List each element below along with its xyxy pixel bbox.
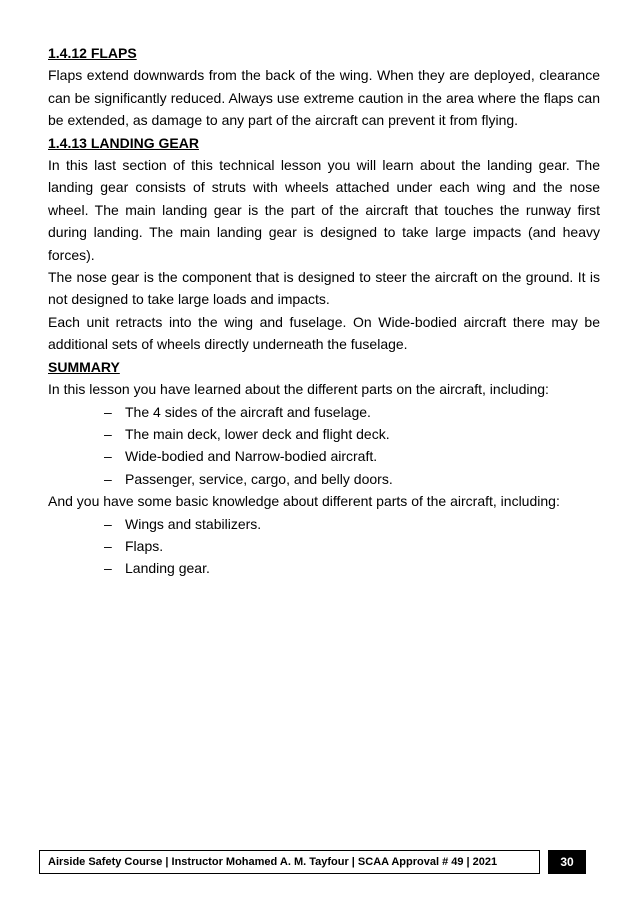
section-heading-summary: SUMMARY xyxy=(48,358,120,375)
dash-bullet: – xyxy=(104,560,112,577)
footer-text: Airside Safety Course | Instructor Mohamed A. M. Tayfour | SCAA Approval # 49 | 2021 xyxy=(39,850,540,874)
list-item-text: The 4 sides of the aircraft and fuselage. xyxy=(125,403,371,420)
list-item xyxy=(48,445,600,467)
list-item xyxy=(48,423,600,445)
list-item xyxy=(48,468,600,490)
section-heading-flaps: 1.4.12 FLAPS xyxy=(48,45,137,61)
list-item-text: Passenger, service, cargo, and belly doors. xyxy=(125,470,393,487)
dash-bullet: – xyxy=(104,448,112,465)
summary-intro: In this lesson you have learned about the different parts on the aircraft, including: xyxy=(48,381,549,398)
list-item-text: Wings and stabilizers. xyxy=(125,515,262,532)
list-item xyxy=(48,513,600,535)
list-item-text: Flaps. xyxy=(125,537,164,554)
list-item-text: Landing gear. xyxy=(125,560,210,577)
page-number: 30 xyxy=(548,850,586,874)
list-item xyxy=(48,401,600,423)
list-item xyxy=(48,535,600,557)
dash-bullet: – xyxy=(104,470,112,487)
summary-list-2 xyxy=(48,513,600,580)
paragraph-landing-gear-2: The nose gear is the component that is designed to steer the aircraft on the ground. It is not designed to take large loads and impacts. xyxy=(48,269,600,308)
paragraph-landing-gear-1: In this last section of this technical lesson you will learn about the landing gear. The landing gear consists of struts with wheels attached under each wing and the nose wheel. The main landing gear is the part of the aircraft that touches the runway first during landing. The main landing gear is designed to take large impacts (and heavy forces). xyxy=(48,157,600,263)
section-heading-landing-gear: 1.4.13 LANDING GEAR xyxy=(48,134,199,151)
dash-bullet: – xyxy=(104,403,112,420)
paragraph-flaps: Flaps extend downwards from the back of the wing. When they are deployed, clearance can be significantly reduced. Always use extreme caution in the area where the flaps can be extended, as damage to any part of the aircraft can prevent it from flying. xyxy=(48,67,600,129)
document-body xyxy=(48,42,600,580)
list-item-text: The main deck, lower deck and flight deck. xyxy=(125,425,390,442)
dash-bullet: – xyxy=(104,425,112,442)
list-item xyxy=(48,557,600,579)
dash-bullet: – xyxy=(104,515,112,532)
summary-intro-2: And you have some basic knowledge about different parts of the aircraft, including: xyxy=(48,493,560,510)
dash-bullet: – xyxy=(104,537,112,554)
summary-list-1 xyxy=(48,401,600,491)
page-footer xyxy=(39,850,586,874)
list-item-text: Wide-bodied and Narrow-bodied aircraft. xyxy=(125,448,378,465)
paragraph-landing-gear-3: Each unit retracts into the wing and fuselage. On Wide-bodied aircraft there may be additional sets of wheels directly underneath the fuselage. xyxy=(48,313,600,353)
